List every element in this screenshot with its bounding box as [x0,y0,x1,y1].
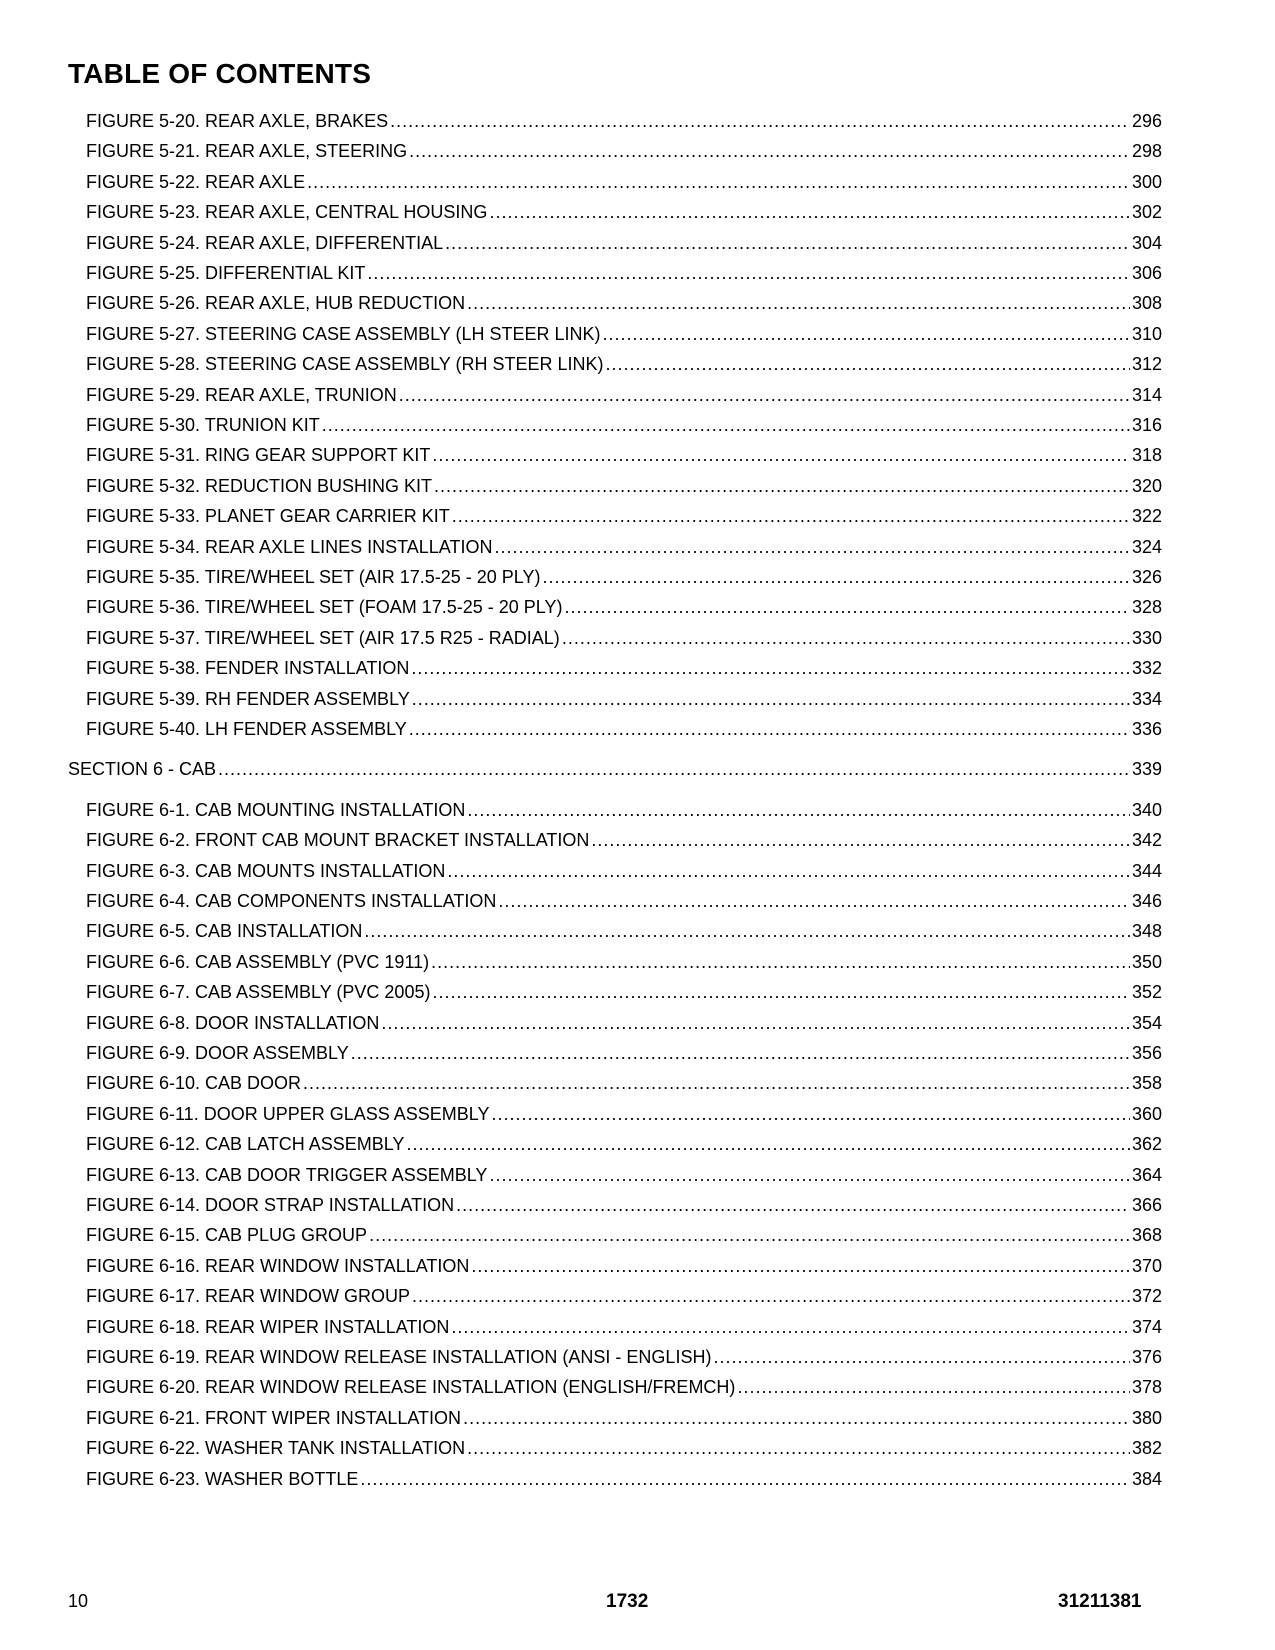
dot-leader [489,202,1130,223]
toc-entry-page: 328 [1131,597,1162,618]
toc-entry-label: FIGURE 6-19. REAR WINDOW RELEASE INSTALLATION (ANSI - ENGLISH) [86,1347,712,1367]
dot-leader [409,719,1130,740]
toc-entry[interactable] [86,597,1162,627]
toc-entry-label: FIGURE 5-34. REAR AXLE LINES INSTALLATION [86,536,493,557]
dot-leader [562,628,1130,649]
toc-entry[interactable] [86,567,1162,597]
toc-entry-page: 300 [1131,171,1162,192]
dot-leader [412,1286,1130,1307]
toc-entry-label: FIGURE 6-13. CAB DOOR TRIGGER ASSEMBLY [86,1164,488,1185]
toc-entry[interactable] [86,1104,1162,1134]
toc-entry-label: FIGURE 6-6. CAB ASSEMBLY (PVC 1911) [86,951,430,972]
toc-entry-label: FIGURE 5-24. REAR AXLE, DIFFERENTIAL [86,232,444,253]
toc-entry-label: FIGURE 6-18. REAR WIPER INSTALLATION [86,1316,450,1337]
dot-leader [564,597,1129,618]
dot-leader [303,1073,1130,1094]
toc-entry[interactable] [86,1347,1162,1377]
dot-leader [390,111,1130,132]
toc-entry-label: FIGURE 6-23. WASHER BOTTLE [86,1468,359,1489]
toc-entry-page: 368 [1131,1225,1162,1246]
toc-entry-page: 302 [1131,202,1162,223]
toc-entry-page: 348 [1131,921,1162,942]
toc-entry[interactable] [86,719,1162,749]
toc-entry-label: FIGURE 6-17. REAR WINDOW GROUP [86,1286,411,1307]
toc-entry[interactable] [86,476,1162,506]
toc-entry[interactable] [86,1073,1162,1103]
toc-entry-page: 322 [1131,506,1162,527]
toc-entry-label: FIGURE 6-2. FRONT CAB MOUNT BRACKET INSTALLATION [86,830,590,851]
toc-entry-page: 360 [1131,1103,1162,1124]
dot-leader [467,800,1130,821]
toc-entry-page: 332 [1131,658,1162,679]
toc-entry-label: FIGURE 5-22. REAR AXLE [86,171,306,192]
toc-entry-page: 382 [1131,1438,1162,1459]
toc-entry-label: FIGURE 6-9. DOOR ASSEMBLY [86,1043,349,1063]
toc-entry-label: FIGURE 5-26. REAR AXLE, HUB REDUCTION [86,293,466,314]
dot-leader [432,445,1130,466]
toc-entry-label: FIGURE 6-5. CAB INSTALLATION [86,921,363,942]
toc-entry-page: 352 [1131,982,1162,1003]
dot-leader [456,1195,1130,1216]
toc-entry-label: FIGURE 5-40. LH FENDER ASSEMBLY [86,719,407,739]
toc-entry-label: FIGURE 5-39. RH FENDER ASSEMBLY [86,688,410,709]
toc-entry[interactable] [86,172,1162,202]
toc-entry-page: 344 [1131,860,1162,881]
toc-entry-page: 384 [1131,1468,1162,1489]
dot-leader [542,567,1129,588]
dot-leader [494,537,1129,558]
toc-entry[interactable] [86,1256,1162,1286]
toc-entry-page: 380 [1131,1407,1162,1428]
dot-leader [432,982,1129,1003]
toc-entry-page: 340 [1131,799,1162,820]
footer-model: 1732 [606,1591,649,1612]
dot-leader [605,354,1129,375]
toc-entry[interactable] [86,415,1162,445]
toc-entry-page: 350 [1131,951,1162,972]
dot-leader [467,293,1130,314]
toc-entry-label: FIGURE 6-11. DOOR UPPER GLASS ASSEMBLY [86,1103,490,1124]
toc-entry[interactable] [86,1195,1162,1225]
footer-page-number: 10 [68,1591,89,1611]
toc-entry-page: 308 [1131,293,1162,314]
dot-leader [713,1347,1130,1368]
toc-entry[interactable] [86,921,1162,951]
dot-leader [463,1408,1130,1429]
toc-entry-page: 339 [1131,759,1162,780]
toc-entry-page: 342 [1131,830,1162,851]
toc-entry[interactable] [86,628,1162,658]
toc-entry-label: FIGURE 5-23. REAR AXLE, CENTRAL HOUSING [86,202,488,223]
dot-leader [367,263,1130,284]
toc-entry[interactable] [86,800,1162,830]
toc-entry-label: FIGURE 6-10. CAB DOOR [86,1073,302,1094]
toc-entry-label: FIGURE 5-33. PLANET GEAR CARRIER KIT [86,506,450,527]
toc-entry-label: FIGURE 6-4. CAB COMPONENTS INSTALLATION [86,891,497,911]
toc-entry-label: FIGURE 6-21. FRONT WIPER INSTALLATION [86,1407,462,1428]
toc-entry-page: 354 [1131,1012,1162,1033]
toc-entry-label: SECTION 6 - CAB [68,759,217,780]
toc-entry[interactable] [86,1165,1162,1195]
toc-entry-page: 362 [1131,1134,1162,1155]
toc-entry-label: FIGURE 5-25. DIFFERENTIAL KIT [86,263,366,283]
toc-entry[interactable] [86,1225,1162,1255]
toc-entry[interactable] [86,293,1162,323]
toc-entry-page: 320 [1131,475,1162,496]
toc-entry-page: 372 [1131,1286,1162,1307]
toc-entry[interactable] [86,1438,1162,1468]
toc-entry[interactable] [86,1408,1162,1438]
toc-entry[interactable] [86,233,1162,263]
toc-entry[interactable] [86,1377,1162,1407]
toc-entry[interactable] [86,385,1162,415]
dot-leader [602,324,1129,345]
toc-entry[interactable] [86,830,1162,860]
dot-leader [471,1256,1130,1277]
dot-leader [489,1165,1130,1186]
dot-leader [467,1438,1130,1459]
toc-entry-label: FIGURE 5-30. TRUNION KIT [86,415,320,435]
toc-entry-page: 336 [1131,719,1162,739]
dot-leader [409,141,1130,162]
toc-entry-label: FIGURE 5-21. REAR AXLE, STEERING [86,141,408,162]
dot-leader [369,1225,1130,1246]
toc-entry-page: 370 [1131,1255,1162,1276]
dot-leader [322,415,1130,436]
dot-leader [399,385,1130,406]
footer-part-number: 31211381 [1058,1591,1142,1612]
toc-entry[interactable] [86,111,1162,141]
dot-leader [591,830,1130,851]
dot-leader [351,1043,1130,1064]
toc-entry[interactable] [86,891,1162,921]
toc-entry-label: FIGURE 5-36. TIRE/WHEEL SET (FOAM 17.5-25 - 20 PLY) [86,597,563,618]
toc-entry-page: 346 [1131,891,1162,911]
toc-entry-label: FIGURE 5-31. RING GEAR SUPPORT KIT [86,445,431,466]
toc-entry-page: 358 [1131,1073,1162,1094]
toc-entry[interactable] [86,861,1162,891]
toc-entry-page: 374 [1131,1316,1162,1337]
toc-entry[interactable] [86,1134,1162,1164]
dot-leader [218,759,1130,780]
dot-leader [364,921,1130,942]
toc-entry-page: 334 [1131,688,1162,709]
toc-entry[interactable] [86,1469,1162,1499]
dot-leader [411,658,1130,679]
toc-entry[interactable] [86,1317,1162,1347]
toc-entry[interactable] [86,445,1162,475]
dot-leader [434,476,1130,497]
toc-entry-page: 326 [1131,567,1162,587]
toc-entry-label: FIGURE 5-28. STEERING CASE ASSEMBLY (RH STEER LINK) [86,354,604,375]
dot-leader [360,1469,1130,1490]
dot-leader [307,172,1130,193]
dot-leader [381,1013,1130,1034]
dot-leader [452,506,1130,527]
dot-leader [491,1104,1130,1125]
toc-entry[interactable] [86,982,1162,1012]
toc-entry-label: FIGURE 5-20. REAR AXLE, BRAKES [86,111,389,131]
toc-entry-label: FIGURE 5-32. REDUCTION BUSHING KIT [86,475,433,496]
toc-entry[interactable] [86,324,1162,354]
toc-entry-page: 310 [1131,323,1162,344]
toc-entry-label: FIGURE 6-12. CAB LATCH ASSEMBLY [86,1134,405,1155]
toc-entry-label: FIGURE 6-15. CAB PLUG GROUP [86,1225,368,1246]
toc-entry[interactable] [86,506,1162,536]
toc-entry-label: FIGURE 6-22. WASHER TANK INSTALLATION [86,1438,466,1459]
toc-entry-label: FIGURE 6-8. DOOR INSTALLATION [86,1012,380,1033]
dot-leader [412,689,1130,710]
toc-entry-label: FIGURE 6-3. CAB MOUNTS INSTALLATION [86,860,446,881]
toc-entry-page: 314 [1131,384,1162,405]
toc-entry-label: FIGURE 6-20. REAR WINDOW RELEASE INSTALLATION (ENGLISH/FREMCH) [86,1377,736,1398]
toc-entry-page: 364 [1131,1164,1162,1185]
toc-entry-page: 296 [1131,111,1162,131]
toc-entry[interactable] [86,689,1162,719]
toc-entry-page: 366 [1131,1195,1162,1215]
toc-entry-label: FIGURE 5-29. REAR AXLE, TRUNION [86,384,397,405]
toc-entry[interactable] [86,1043,1162,1073]
toc-entry-label: FIGURE 6-14. DOOR STRAP INSTALLATION [86,1195,455,1215]
dot-leader [406,1134,1130,1155]
toc-entry-page: 378 [1131,1377,1162,1398]
toc-entry[interactable] [86,354,1162,384]
toc-entry-page: 376 [1131,1347,1162,1367]
toc-entry-page: 306 [1131,263,1162,283]
toc-entry-page: 324 [1131,536,1162,557]
toc-entry[interactable] [86,1013,1162,1043]
dot-leader [451,1317,1130,1338]
dot-leader [445,233,1130,254]
dot-leader [498,891,1130,912]
toc-entry-page: 318 [1131,445,1162,466]
toc-entry-page: 304 [1131,232,1162,253]
toc-section-entry[interactable] [68,759,1162,789]
toc-entry[interactable] [86,658,1162,688]
toc-entry[interactable] [86,952,1162,982]
toc-entry-page: 312 [1131,354,1162,375]
toc-entry[interactable] [86,141,1162,171]
dot-leader [431,952,1130,973]
toc-entry[interactable] [86,202,1162,232]
dot-leader [737,1377,1130,1398]
toc-entry-label: FIGURE 6-1. CAB MOUNTING INSTALLATION [86,799,466,820]
toc-entry-label: FIGURE 6-16. REAR WINDOW INSTALLATION [86,1255,470,1276]
toc-entry-label: FIGURE 6-7. CAB ASSEMBLY (PVC 2005) [86,982,431,1003]
toc-entry-page: 316 [1131,415,1162,435]
toc-entry-label: FIGURE 5-27. STEERING CASE ASSEMBLY (LH STEER LINK) [86,323,601,344]
toc-entry[interactable] [86,263,1162,293]
toc-entry-page: 298 [1131,141,1162,162]
toc-entry-label: FIGURE 5-37. TIRE/WHEEL SET (AIR 17.5 R25 - RADIAL) [86,627,560,648]
toc-entry-label: FIGURE 5-38. FENDER INSTALLATION [86,658,410,679]
toc-entry-page: 356 [1131,1043,1162,1063]
page-title: TABLE OF CONTENTS [68,58,372,89]
dot-leader [447,861,1130,882]
toc-entry-page: 330 [1131,627,1162,648]
toc-entry[interactable] [86,1286,1162,1316]
toc-entry-label: FIGURE 5-35. TIRE/WHEEL SET (AIR 17.5-25 - 20 PLY) [86,567,541,587]
toc-entry[interactable] [86,537,1162,567]
